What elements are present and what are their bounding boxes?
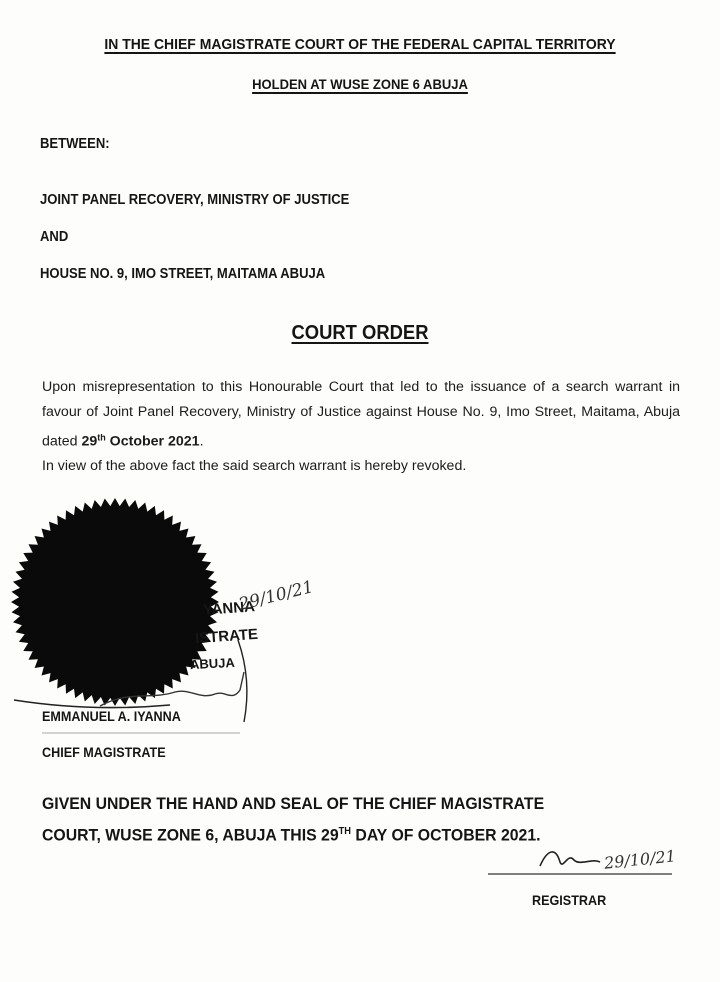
given-line1: GIVEN UNDER THE HAND AND SEAL OF THE CHIEF MAGISTRATE [42,794,545,813]
given-line2-sup: TH [338,826,352,837]
order-paragraph-end: . [199,433,204,450]
and-label: AND [40,229,69,245]
signatory-name: EMMANUEL A. IYANNA [42,708,181,724]
court-header-line1: IN THE CHIEF MAGISTRATE COURT OF THE FEDERAL CAPITAL TERRITORY [104,36,616,53]
given-line2-a: COURT, WUSE ZONE 6, ABUJA THIS 29 [42,825,339,845]
court-header-line2: HOLDEN AT WUSE ZONE 6 ABUJA [252,76,468,92]
magistrate-handwritten-date: 29/10/21 [236,577,316,615]
order-paragraph-text: Upon misrepresentation to this Honourable Court that led to the issuance of a search warrant in favour of Joint Panel Recovery, Ministry of Justice against House No. 9, Imo Street, Maitama, Abuja dated [42,379,680,450]
between-label: BETWEEN: [40,136,110,152]
registrar-handwritten-date: 29/10/21 [603,846,677,873]
stamp-text-line3: ABUJA [189,654,236,673]
order-date-suffix: th [97,432,106,442]
signatory-title: CHIEF MAGISTRATE [42,744,166,760]
stamp-text-line2: ISTRATE [194,625,259,648]
party-two: HOUSE NO. 9, IMO STREET, MAITAMA ABUJA [40,266,326,282]
document-title: COURT ORDER [291,322,429,344]
revocation-statement: In view of the above fact the said search warrant is hereby revoked. [42,458,467,474]
order-date-rest: October 2021 [105,433,200,450]
given-line2-b: DAY OF OCTOBER 2021. [351,825,541,845]
order-date-day: 29 [81,433,98,450]
registrar-label: REGISTRAR [532,892,607,908]
party-one: JOINT PANEL RECOVERY, MINISTRY OF JUSTICE [40,192,350,208]
court-seal [11,498,219,706]
given-statement [42,790,637,850]
stamp-text-line1: YANNA [202,598,256,619]
registrar-signature [540,852,600,866]
stamp-outline [14,700,170,708]
